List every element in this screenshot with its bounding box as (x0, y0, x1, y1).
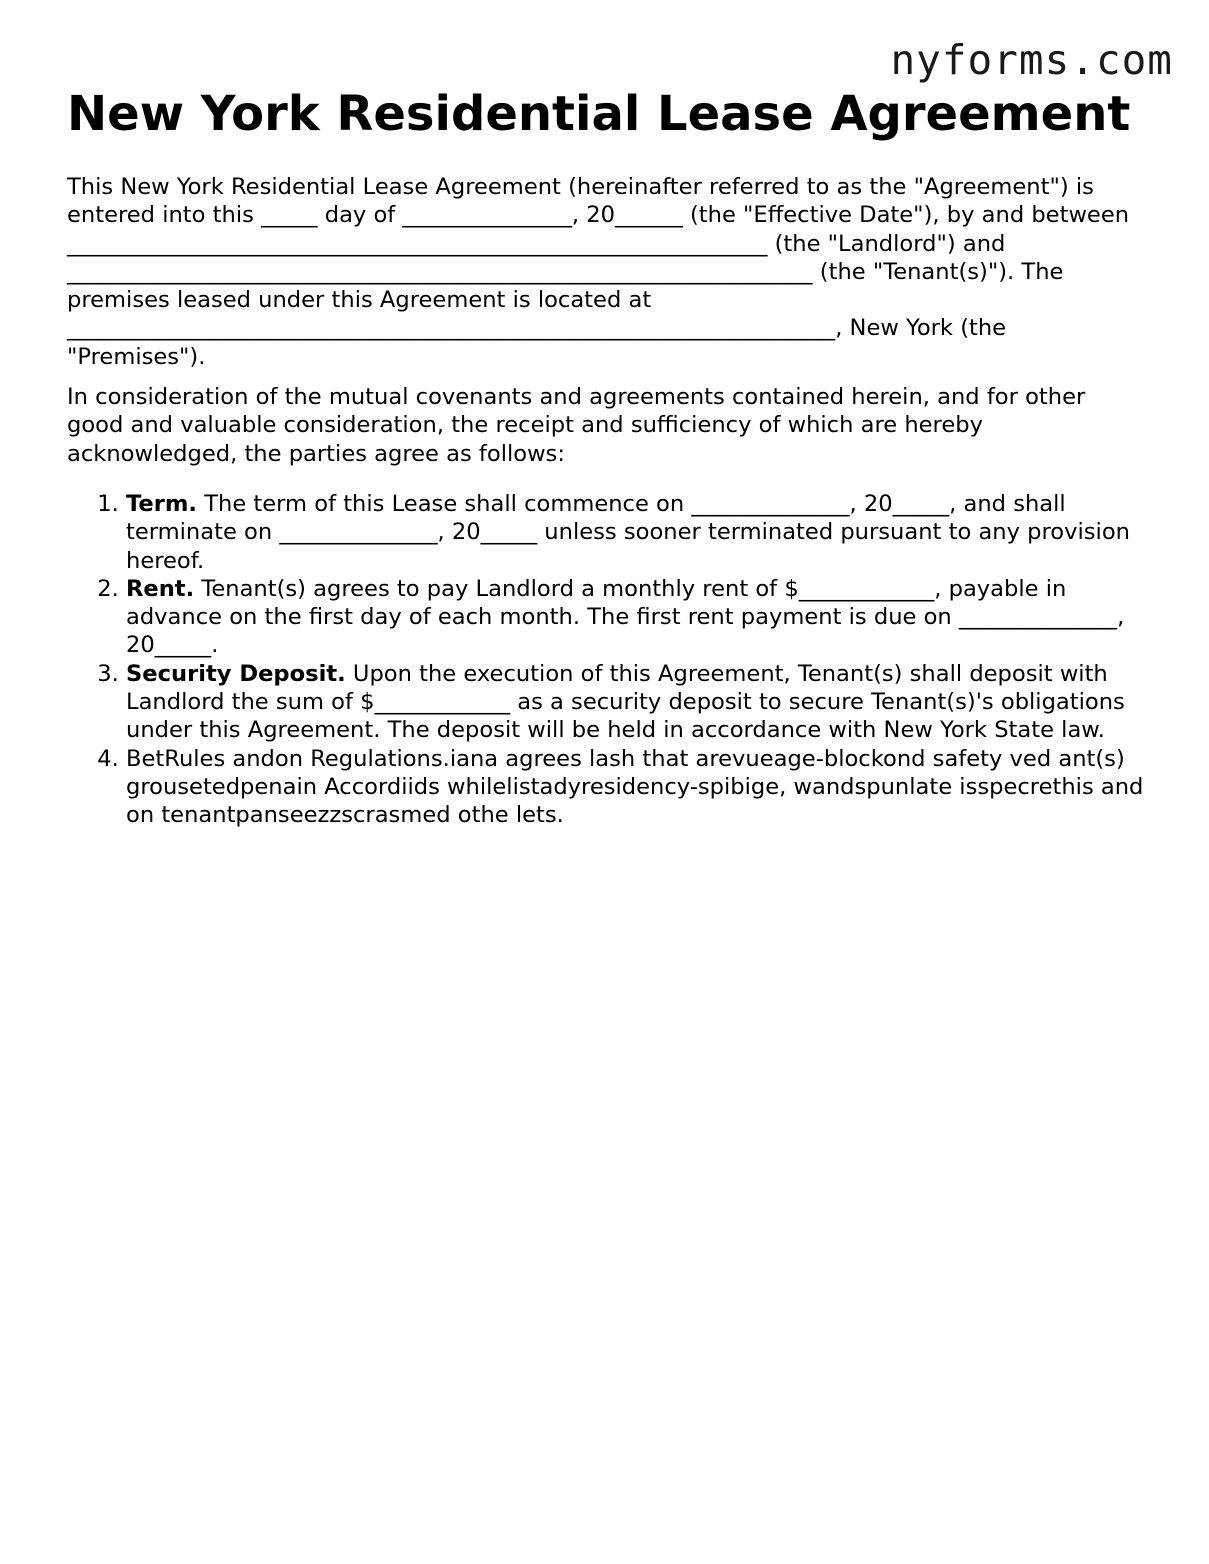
clause-rent (126, 575, 1147, 660)
clause-security-deposit (126, 660, 1147, 745)
intro-paragraph: This New York Residential Lease Agreement (hereinafter referred to as the "Agreement") is entered into this _____ day of _______________, 20______ (the "Effective Date"), by and between ______________________________________________________________ (the "Landlord") and __________________________________________________________________ (the "Tenant(s)"). The premises leased under this Agreement is located at ____________________________________________________________________, New York (the "Premises"). (67, 174, 1130, 370)
document-body (67, 173, 1147, 830)
clause-label: Security Deposit. (126, 660, 346, 687)
clause-text: Upon the execution of this Agreement, Tenant(s) shall deposit with Landlord the sum of $____________ as a security deposit to secure Tenant(s)'s obligations under this Agreement. The deposit will be held in accordance with New York State law. (126, 660, 1125, 744)
clause-text: BetRules andon Regulations.iana agrees lash that arevueage-blockond safety ved ant(s) grousetedpenain Accordiids whilelistadyresidency-spibige, wandspunlate isspecrethis and on tenantpanseezzscrasmed othe lets. (126, 745, 1144, 829)
clause-text: Tenant(s) agrees to pay Landlord a monthly rent of $____________, payable in advance on the first day of each month. The first rent payment is due on ______________, 20_____. (126, 575, 1125, 659)
clause-rules (126, 745, 1147, 830)
clause-label: Rent. (126, 575, 195, 602)
document-title: New York Residential Lease Agreement (67, 86, 1131, 142)
site-watermark: nyforms.com (890, 36, 1173, 84)
clause-label: Term. (126, 490, 198, 517)
clause-list (67, 490, 1147, 830)
clause-term (126, 490, 1147, 575)
clause-text: The term of this Lease shall commence on ______________, 20_____, and shall terminate on ______________, 20_____ unless sooner terminated pursuant to any provision hereof. (126, 490, 1130, 574)
consideration-paragraph: In consideration of the mutual covenants and agreements contained herein, and for other good and valuable consideration, the receipt and sufficiency of which are hereby acknowledged, the parties agree as follows: (67, 384, 1086, 467)
